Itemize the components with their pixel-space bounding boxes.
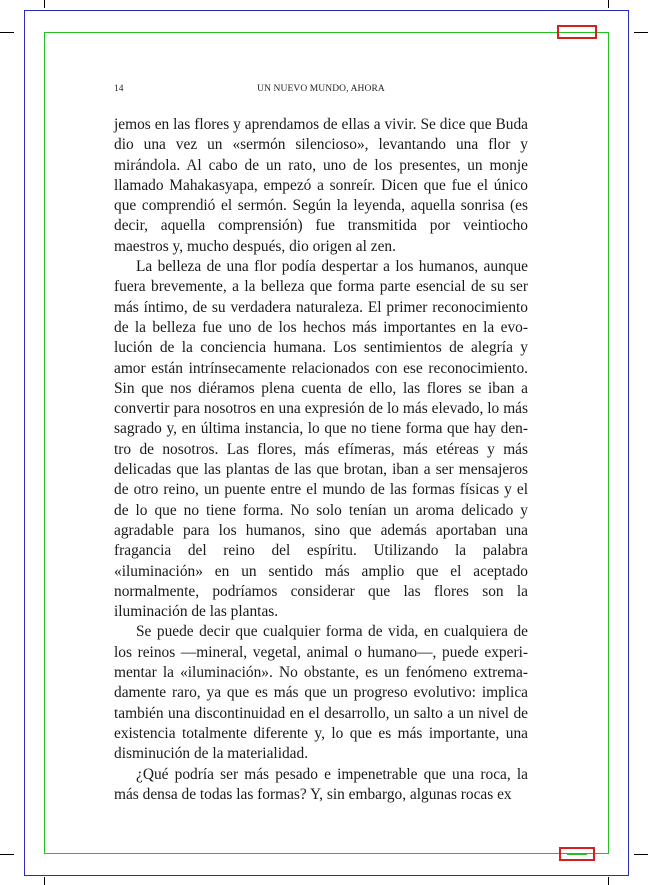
- paragraph-3: Se puede decir que cualquier forma de vida, en cualquiera de los reinos —mineral, vegetal, animal o humano—, puede experimentar la «iluminación». No obstante, es un fenómeno extremadamente raro, ya que es más que un progreso evolutivo: implica también una discontinuidad en el desarrollo, un salto a un nivel de existencia totalmente diferente y, lo que es más importante, una disminución de la materialidad.: [114, 623, 528, 763]
- crop-mark-bottom-left-vertical: [44, 877, 45, 885]
- crop-mark-bottom-right: [634, 854, 648, 855]
- body-text: [114, 115, 528, 805]
- crop-mark-top-left-vertical: [44, 0, 45, 8]
- paragraph-4: ¿Qué podría ser más pesado e impenetrable que una roca, la más densa de todas las formas? Y, sin embargo, algunas rocas ex: [114, 765, 528, 803]
- selection-marker-top[interactable]: [557, 25, 597, 39]
- selection-marker-dash: [567, 854, 587, 855]
- paragraph-2: La belleza de una flor podía despertar a los humanos, aunque fuera brevemente, a la belleza que forma parte esencial de su ser más íntimo, de su verdadera naturaleza. El primer reconocimiento de la belleza fue uno de los hechos más importantes en la evolución de la conciencia humana. Los sentimientos de alegría y amor están intrínsecamente relacionados con ese reconocimiento. Sin que nos diéramos plena cuenta de ello, las flores se iban a convertir para nosotros en una expresión de lo más elevado, lo más sagrado y, en última instancia, lo que no tiene forma que hay dentro de nosotros. Las flores, más efímeras, más etéreas y más delicadas que las plantas de las que brotan, iban a ser mensajeros de otro reino, un puente entre el mundo de las formas físicas y el de lo que no tiene forma. No solo tenían un aroma delicado y agradable para los humanos, sino que además aportaban una fragancia del reino del espíritu. Utilizando la palabra «iluminación» en un sentido más amplio que el aceptado normalmente, podríamos considerar que las flores son la iluminación de las plantas.: [114, 258, 528, 621]
- running-head-title: UN NUEVO MUNDO, AHORA: [257, 84, 385, 94]
- selection-marker-bottom[interactable]: [559, 847, 595, 861]
- crop-mark-top-left: [0, 32, 14, 33]
- running-head: [114, 84, 528, 98]
- crop-mark-bottom-left: [0, 854, 14, 855]
- crop-mark-top-right: [634, 32, 648, 33]
- crop-mark-top-right-vertical: [608, 0, 609, 8]
- crop-mark-bottom-right-vertical: [608, 877, 609, 885]
- page-number: 14: [114, 84, 124, 94]
- paragraph-1: jemos en las flores y aprendamos de ellas a vivir. Se dice que Buda dio una vez un «sermón silencioso», levantando una flor y mirándola. Al cabo de un rato, uno de los presentes, un monje llamado Mahakasyapa, empezó a sonreír. Dicen que fue el único que comprendió el sermón. Según la leyenda, aquella sonrisa (es decir, aquella comprensión) fue transmitida por veintiocho maestros y, mucho después, dio origen al zen.: [114, 116, 528, 255]
